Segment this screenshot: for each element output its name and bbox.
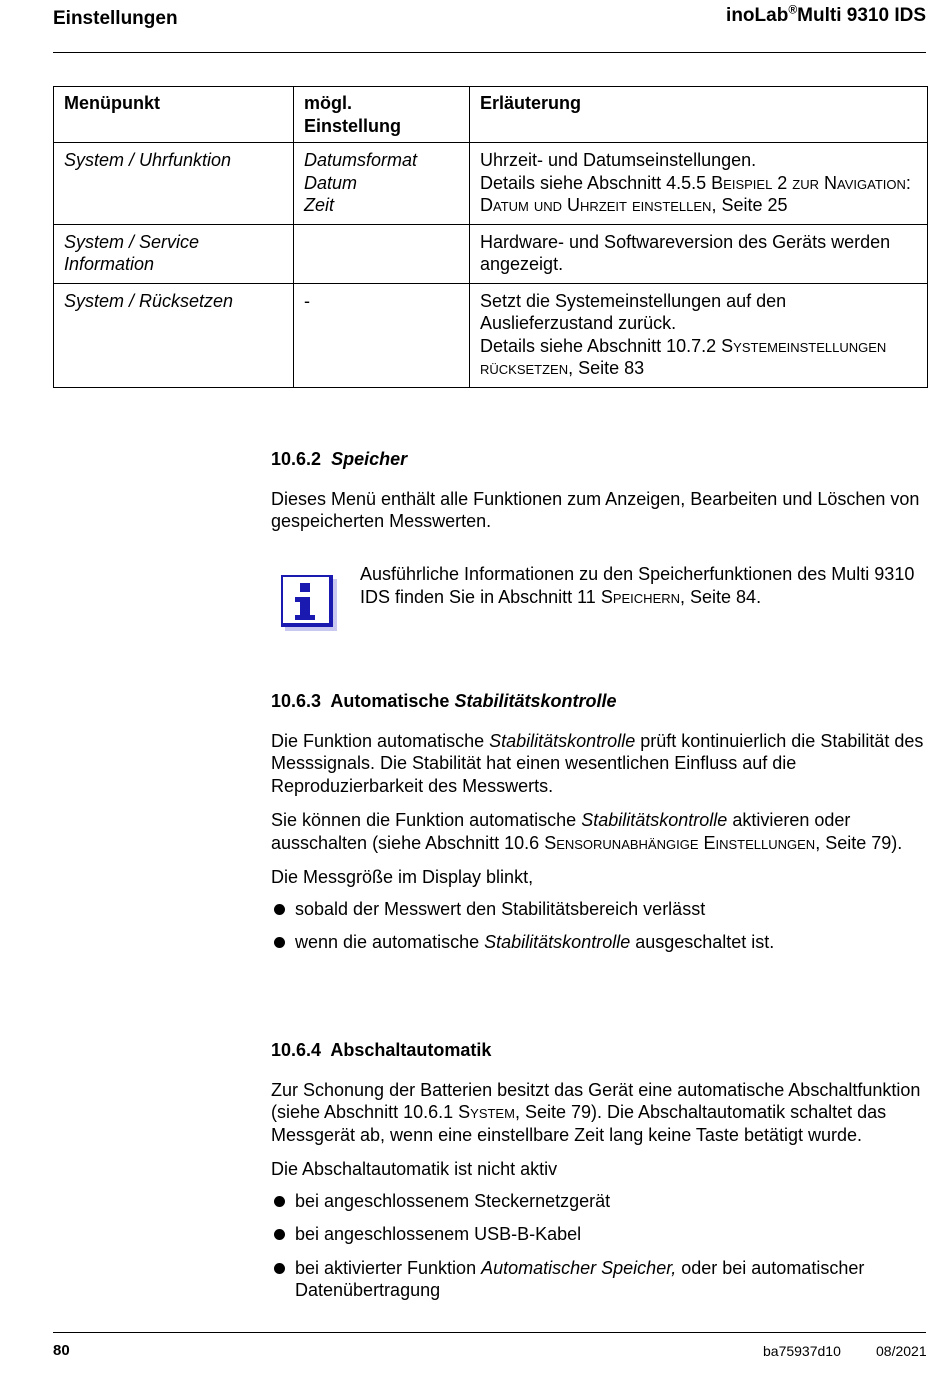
table-row — [54, 143, 928, 225]
info-note: Ausführliche Informationen zu den Speicherfunktionen des Multi 9310 IDS finden Sie in Abschnitt 11 Speichern, Seite 84. — [360, 564, 915, 607]
page-number: 80 — [53, 1342, 70, 1359]
list-item: sobald der Messwert den Stabilitätsbereich verlässt — [271, 898, 926, 921]
cross-reference-link[interactable]: Sensorunabhängige Einstellungen — [544, 832, 816, 853]
document-date: 08/2021 — [876, 1343, 927, 1359]
document-code: ba75937d10 — [763, 1343, 841, 1359]
cross-reference-link[interactable]: Systemeinstellungen rücksetzen — [480, 335, 887, 378]
list-item: bei aktivierter Funktion Automatischer Speicher, oder bei automatischer Datenübertragung — [271, 1257, 926, 1302]
cross-reference-link[interactable]: Beispiel 2 zur Navigation: Datum und Uhrzeit einstellen — [480, 172, 911, 215]
explanation-cell: Setzt die Systemeinstellungen auf den Auslieferzustand zurück. Details siehe Abschnitt 10.7.2 Systemeinstellungen rücksetzen, Seite 83 — [470, 283, 928, 387]
header-product-name: inoLab®Multi 9310 IDS — [726, 2, 926, 26]
menu-item-cell: System / Service Information — [54, 224, 294, 283]
list-item: bei angeschlossenem USB-B-Kabel — [271, 1223, 926, 1246]
table-header-cell: Menüpunkt — [54, 87, 294, 143]
explanation-cell: Uhrzeit- und Datumseinstellungen. Details siehe Abschnitt 4.5.5 Beispiel 2 zur Navigation: Datum und Uhrzeit einstellen, Seite 25 — [470, 143, 928, 225]
settings-cell — [294, 224, 470, 283]
paragraph: Die Abschaltautomatik ist nicht aktiv — [271, 1159, 558, 1179]
cross-reference-link[interactable]: System — [458, 1102, 515, 1122]
explanation-cell: Hardware- und Softwareversion des Geräts werden angezeigt. — [470, 224, 928, 283]
cross-reference-link[interactable]: Speichern — [600, 586, 681, 607]
section-10-6-2 — [271, 448, 926, 533]
paragraph: Zur Schonung der Batterien besitzt das Gerät eine automatische Abschaltfunktion (siehe Abschnitt 10.6.1 System, Seite 79). Die Abschaltautomatik schaltet das Messgerät ab, wenn eine einstellbare Zeit lang keine Taste betätigt wurde. — [271, 1079, 921, 1145]
info-icon — [281, 575, 337, 631]
section-10-6-3 — [271, 690, 926, 965]
menu-item-cell: System / Uhrfunktion — [54, 143, 294, 225]
settings-cell: Datumsformat Datum Zeit — [294, 143, 470, 225]
footer-rule — [53, 1332, 926, 1333]
section-heading: 10.6.4 Abschaltautomatik — [271, 1040, 492, 1060]
paragraph: Dieses Menü enthält alle Funktionen zum Anzeigen, Bearbeiten und Löschen von gespeicherten Messwerten. — [271, 488, 920, 531]
settings-table — [53, 86, 928, 388]
header-section-title: Einstellungen — [53, 8, 178, 29]
list-item: wenn die automatische Stabilitätskontrolle ausgeschaltet ist. — [271, 931, 926, 954]
table-header-row — [54, 87, 928, 143]
table-row — [54, 283, 928, 387]
table-header-cell: mögl. Einstellung — [294, 87, 470, 143]
table-header-cell: Erläuterung — [470, 87, 928, 143]
table-row — [54, 224, 928, 283]
section-heading: 10.6.3 Automatische Stabilitätskontrolle — [271, 691, 617, 711]
bullet-list — [271, 1190, 926, 1302]
paragraph: Die Funktion automatische Stabilitätskontrolle prüft kontinuierlich die Stabilität des Messsignals. Die Stabilität hat einen wesentlichen Einfluss auf die Reproduzierbarkeit des Messwerts. — [271, 730, 924, 796]
settings-cell: - — [294, 283, 470, 387]
paragraph: Die Messgröße im Display blinkt, — [271, 867, 534, 887]
menu-item-cell: System / Rücksetzen — [54, 283, 294, 387]
bullet-list — [271, 898, 926, 954]
section-heading: 10.6.2 Speicher — [271, 449, 408, 469]
list-item: bei angeschlossenem Steckernetzgerät — [271, 1190, 926, 1213]
paragraph: Sie können die Funktion automatische Stabilitätskontrolle aktivieren oder ausschalten (siehe Abschnitt 10.6 Sensorunabhängige Einstellungen, Seite 79). — [271, 810, 903, 853]
section-10-6-4 — [271, 1039, 926, 1313]
header-rule — [53, 52, 926, 53]
